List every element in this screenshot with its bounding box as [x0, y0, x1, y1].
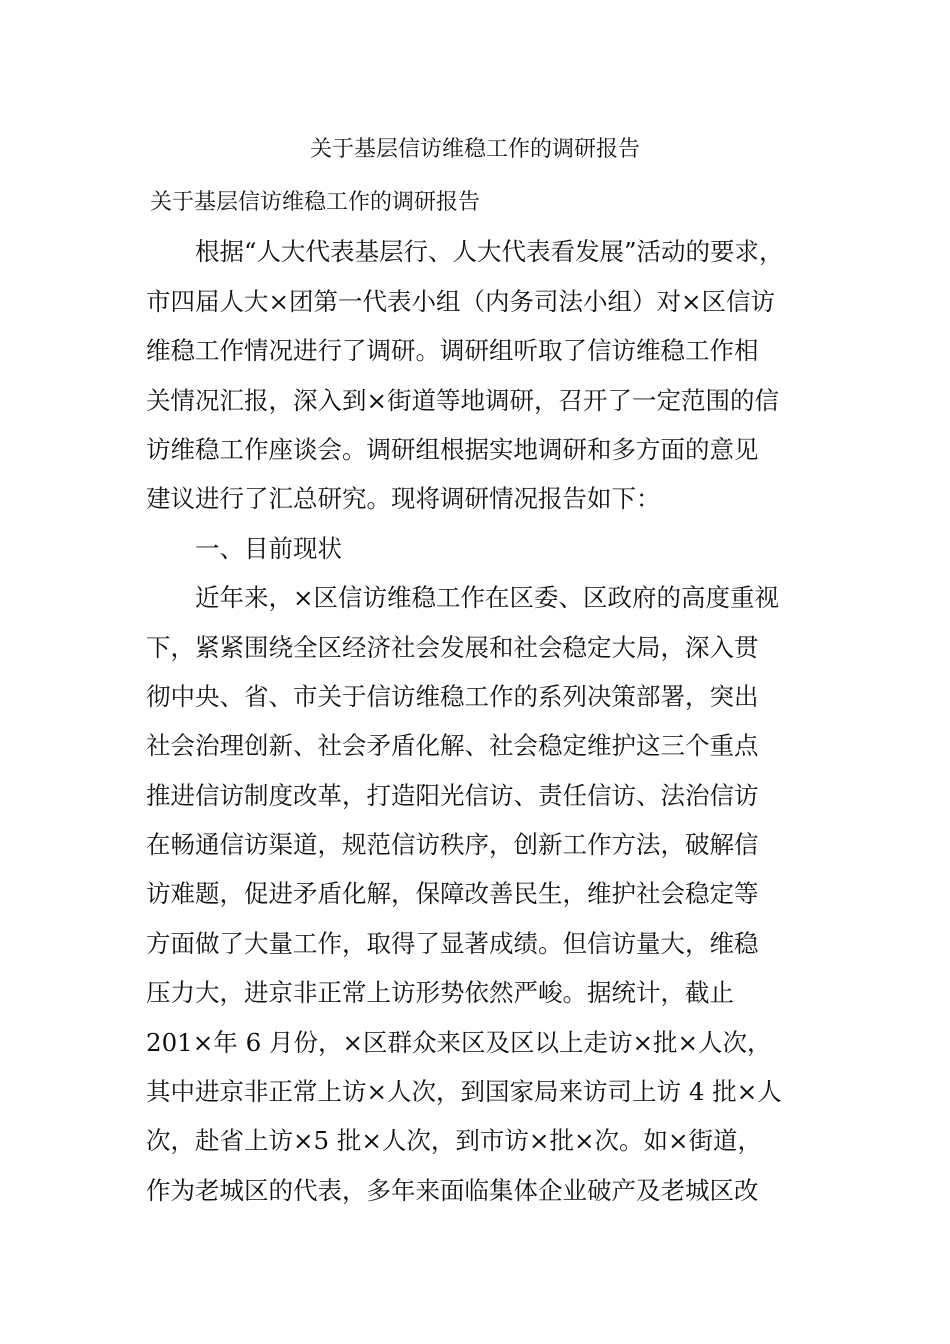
document-title: 关于基层信访维稳工作的调研报告: [309, 137, 640, 162]
paragraph-line: 推进信访制度改革，打造阳光信访、责任信访、法治信访: [146, 780, 759, 810]
document-subtitle: 关于基层信访维稳工作的调研报告: [150, 190, 481, 215]
paragraph-line: 彻中央、省、市关于信访维稳工作的系列决策部署，突出: [146, 681, 759, 711]
paragraph-line: 方面做了大量工作，取得了显著成绩。但信访量大，维稳: [146, 928, 759, 958]
paragraph-line: 维稳工作情况进行了调研。调研组听取了信访维稳工作相: [146, 336, 759, 366]
paragraph-line: 在畅通信访渠道，规范信访秩序，创新工作方法，破解信: [146, 830, 759, 860]
paragraph-line: 根据“人大代表基层行、人大代表看发展”活动的要求，: [195, 237, 784, 267]
paragraph-line: 社会治理创新、社会矛盾化解、社会稳定维护这三个重点: [146, 731, 759, 761]
paragraph-line: 近年来，×区信访维稳工作在区委、区政府的高度重视: [195, 583, 780, 613]
paragraph-line: 关情况汇报，深入到×街道等地调研，召开了一定范围的信: [146, 385, 780, 415]
paragraph-line: 下，紧紧围绕全区经济社会发展和社会稳定大局，深入贯: [146, 632, 759, 662]
paragraph-line: 市四届人大×团第一代表小组（内务司法小组）对×区信访: [146, 286, 776, 316]
paragraph-line: 压力大，进京非正常上访形势依然严峻。据统计，截止: [146, 978, 734, 1008]
paragraph-line: 访维稳工作座谈会。调研组根据实地调研和多方面的意见: [146, 434, 759, 464]
section-heading: 一、目前现状: [195, 533, 342, 563]
paragraph-line: 其中进京非正常上访×人次，到国家局来访司上访 4 批×人: [146, 1077, 782, 1107]
paragraph-line: 访难题，促进矛盾化解，保障改善民生，维护社会稳定等: [146, 879, 759, 909]
paragraph-line: 作为老城区的代表，多年来面临集体企业破产及老城区改: [146, 1175, 759, 1205]
document-body: [146, 178, 810, 1215]
paragraph-line: 次，赴省上访×5 批×人次，到市访×批×次。如×街道，: [146, 1126, 763, 1156]
paragraph-line: 建议进行了汇总研究。现将调研情况报告如下：: [146, 484, 661, 514]
paragraph-line: 201×年 6 月份，×区群众来区及区以上走访×批×人次，: [146, 1027, 772, 1057]
